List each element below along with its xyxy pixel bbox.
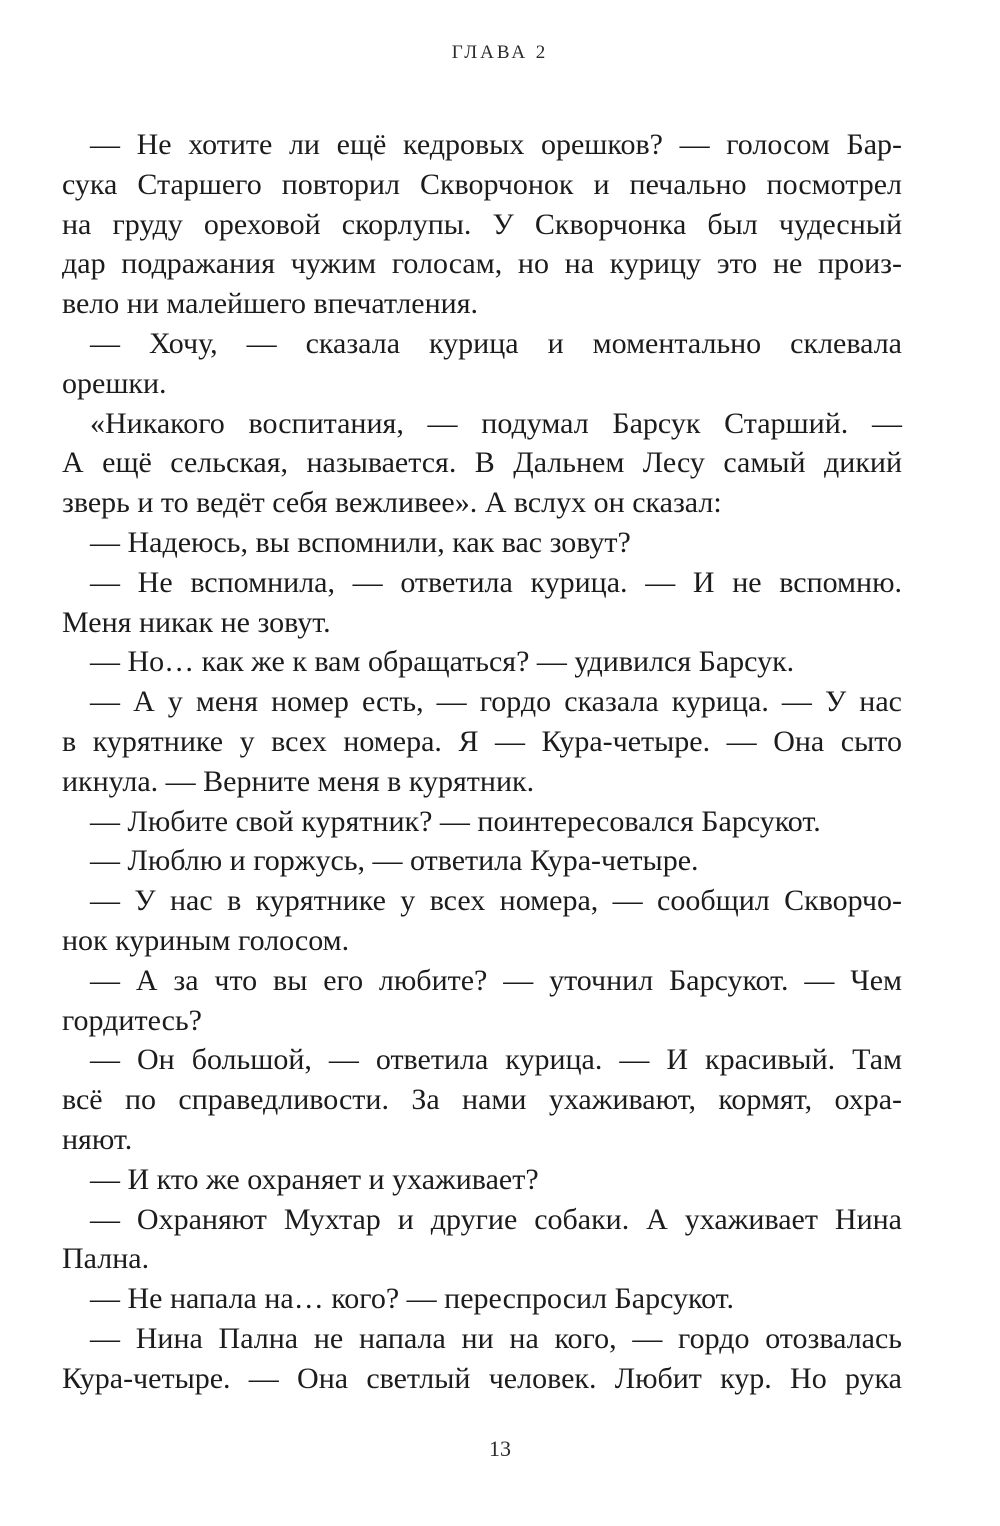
body-text bbox=[62, 125, 902, 1399]
text-line: Меня никак не зовут. bbox=[62, 605, 331, 639]
text-line: — Не вспомнила, — ответила курица. — И не вспомню. bbox=[90, 565, 902, 599]
text-line: — И кто же охраняет и ухаживает? bbox=[90, 1162, 539, 1196]
text-line: гордитесь? bbox=[62, 1003, 202, 1037]
text-line: нок куриным голосом. bbox=[62, 923, 350, 957]
text-line: икнула. — Верните меня в курятник. bbox=[62, 764, 535, 798]
text-line: — Люблю и горжусь, — ответила Кура-четыре. bbox=[90, 844, 699, 878]
text-line: — Не напала на… кого? — переспросил Барсукот. bbox=[90, 1282, 735, 1316]
text-line: — Охраняют Мухтар и другие собаки. А ухаживает Нина bbox=[90, 1202, 902, 1236]
text-line: вело ни малейшего впечатления. bbox=[62, 287, 479, 321]
text-line: на груду ореховой скорлупы. У Скворчонка был чудесный bbox=[62, 207, 902, 241]
running-head: ГЛАВА 2 bbox=[451, 42, 549, 63]
text-line: няют. bbox=[62, 1122, 133, 1156]
text-line: — А за что вы его любите? — уточнил Барсукот. — Чем bbox=[90, 963, 902, 997]
text-line: всё по справедливости. За нами ухаживают, кормят, охра- bbox=[62, 1083, 902, 1117]
text-line: — Любите свой курятник? — поинтересовался Барсукот. bbox=[90, 804, 821, 838]
text-line: — У нас в курятнике у всех номера, — сообщил Скворчо- bbox=[90, 884, 902, 918]
text-line: зверь и то ведёт себя вежливее». А вслух он сказал: bbox=[62, 486, 722, 520]
page-number: 13 bbox=[489, 1436, 511, 1461]
text-line: Пална. bbox=[62, 1242, 150, 1276]
text-line: А ещё сельская, называется. В Дальнем Лесу самый дикий bbox=[62, 446, 902, 480]
text-line: дар подражания чужим голосам, но на курицу это не произ- bbox=[62, 247, 902, 281]
text-line: — Нина Пална не напала ни на кого, — гордо отозвалась bbox=[90, 1321, 902, 1355]
text-line: сука Старшего повторил Скворчонок и печально посмотрел bbox=[62, 167, 902, 201]
text-line: — Не хотите ли ещё кедровых орешков? — голосом Бар- bbox=[90, 128, 902, 161]
text-line: — Он большой, — ответила курица. — И красивый. Там bbox=[90, 1043, 902, 1077]
text-line: — Но… как же к вам обращаться? — удивился Барсук. bbox=[90, 645, 795, 679]
text-line: «Никакого воспитания, — подумал Барсук Старший. — bbox=[90, 406, 902, 440]
text-line: в курятнике у всех номера. Я — Кура-четыре. — Она сыто bbox=[62, 724, 902, 758]
text-line: Кура-четыре. — Она светлый человек. Любит кур. Но рука bbox=[62, 1361, 902, 1395]
text-line: — Надеюсь, вы вспомнили, как вас зовут? bbox=[90, 525, 631, 559]
text-line: — А у меня номер есть, — гордо сказала курица. — У нас bbox=[90, 685, 902, 719]
text-line: орешки. bbox=[62, 366, 167, 400]
text-line: — Хочу, — сказала курица и моментально склевала bbox=[90, 326, 902, 360]
